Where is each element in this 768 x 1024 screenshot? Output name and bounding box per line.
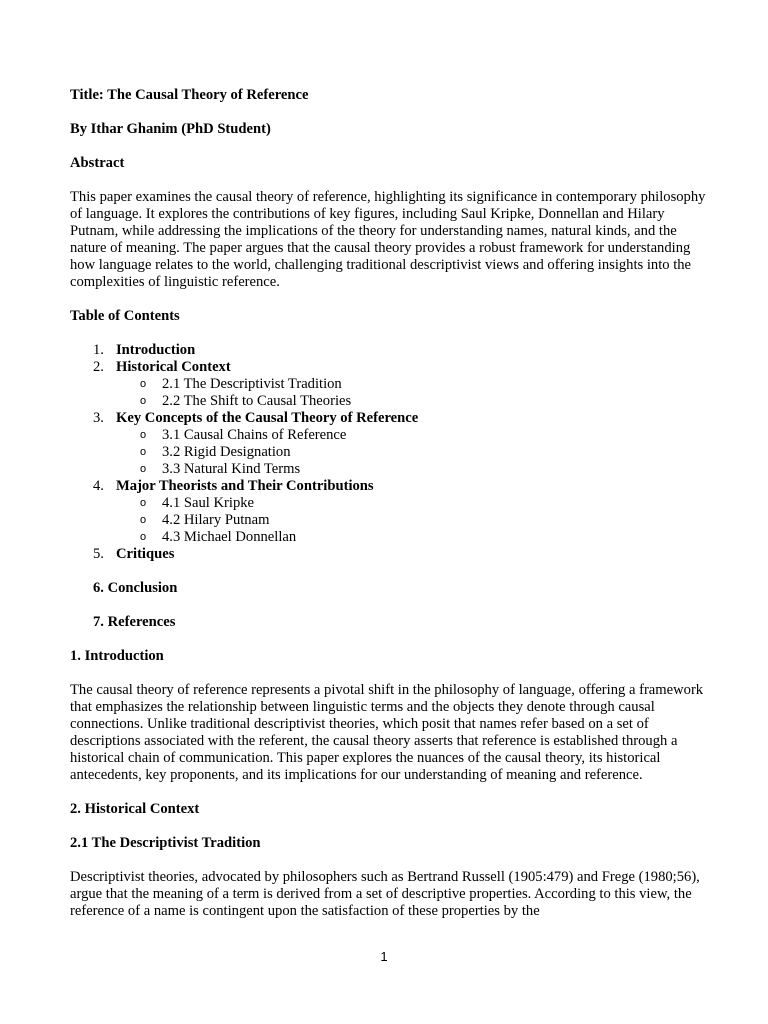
circle-bullet-icon: o	[140, 514, 147, 526]
author-line: By Ithar Ghanim (PhD Student)	[70, 121, 271, 137]
toc-subitem	[70, 529, 710, 546]
toc-item-label: Major Theorists and Their Contributions	[116, 478, 374, 494]
toc-subitem-label: 4.1 Saul Kripke	[162, 495, 255, 511]
toc-item-number: 2.	[93, 359, 104, 375]
toc-item-number: 3.	[93, 410, 104, 426]
toc-item-references: 7. References	[93, 614, 176, 630]
page-number: 1	[380, 949, 388, 964]
abstract-paragraph: This paper examines the causal theory of reference, highlighting its significance in contemporary philosophy of language. It explores the contributions of key figures, including Saul Kripke, Donnellan and Hilary Putnam, while addressing the implications of the theory for understanding names, natural kinds, and the nature of meaning. The paper argues that the causal theory provides a robust framework for understanding how language relates to the world, challenging traditional descriptivist views and offering insights into the complexities of linguistic reference.	[70, 189, 706, 290]
toc-subitem-label: 2.1 The Descriptivist Tradition	[162, 376, 342, 392]
toc-subitem-label: 4.2 Hilary Putnam	[162, 512, 270, 528]
toc-subsection-group	[70, 427, 710, 478]
toc-item	[70, 410, 710, 427]
toc-subitem	[70, 495, 710, 512]
document-title: Title: The Causal Theory of Reference	[70, 87, 309, 103]
circle-bullet-icon: o	[140, 429, 147, 441]
toc-subitem-label: 2.2 The Shift to Causal Theories	[162, 393, 352, 409]
toc-item-number: 1.	[93, 342, 104, 358]
introduction-heading: 1. Introduction	[70, 648, 164, 664]
toc-item-number: 4.	[93, 478, 104, 494]
toc-item	[70, 546, 710, 563]
toc-subsection-group	[70, 376, 710, 410]
circle-bullet-icon: o	[140, 463, 147, 475]
toc-item-label: Key Concepts of the Causal Theory of Reference	[116, 410, 419, 426]
circle-bullet-icon: o	[140, 446, 147, 458]
toc-item	[70, 342, 710, 359]
toc-subitem-label: 3.3 Natural Kind Terms	[162, 461, 301, 477]
circle-bullet-icon: o	[140, 497, 147, 509]
toc-item-number: 5.	[93, 546, 104, 562]
toc-subitem-label: 3.2 Rigid Designation	[162, 444, 291, 460]
circle-bullet-icon: o	[140, 378, 147, 390]
toc-subitem-label: 4.3 Michael Donnellan	[162, 529, 297, 545]
toc-subitem	[70, 427, 710, 444]
descriptivist-tradition-heading: 2.1 The Descriptivist Tradition	[70, 835, 261, 851]
toc-heading: Table of Contents	[70, 308, 180, 324]
toc-subitem	[70, 512, 710, 529]
toc-item-conclusion: 6. Conclusion	[93, 580, 178, 596]
abstract-heading: Abstract	[70, 155, 125, 171]
toc-subitem	[70, 444, 710, 461]
toc-subsection-group	[70, 495, 710, 546]
table-of-contents	[70, 342, 710, 563]
toc-subitem	[70, 376, 710, 393]
toc-subitem	[70, 393, 710, 410]
circle-bullet-icon: o	[140, 395, 147, 407]
historical-context-heading: 2. Historical Context	[70, 801, 200, 817]
toc-item-label: Introduction	[116, 342, 196, 358]
toc-item	[70, 359, 710, 376]
circle-bullet-icon: o	[140, 531, 147, 543]
document-page	[70, 87, 710, 920]
toc-item-label: Historical Context	[116, 359, 231, 375]
descriptivist-paragraph: Descriptivist theories, advocated by philosophers such as Bertrand Russell (1905:479) and Frege (1980;56), argue that the meaning of a term is derived from a set of descriptive properties. According to this view, the reference of a name is contingent upon the satisfaction of these properties by the	[70, 869, 700, 919]
toc-item-label: Critiques	[116, 546, 175, 562]
toc-subitem-label: 3.1 Causal Chains of Reference	[162, 427, 347, 443]
introduction-paragraph: The causal theory of reference represents a pivotal shift in the philosophy of language, offering a framework that emphasizes the relationship between linguistic terms and the objects they denote through causal connections. Unlike traditional descriptivist theories, which posit that names refer based on a set of descriptions associated with the referent, the causal theory asserts that reference is established through a historical chain of communication. This paper explores the nuances of the causal theory, its historical antecedents, key proponents, and its implications for our understanding of meaning and reference.	[70, 682, 704, 783]
toc-item	[70, 478, 710, 495]
toc-subitem	[70, 461, 710, 478]
